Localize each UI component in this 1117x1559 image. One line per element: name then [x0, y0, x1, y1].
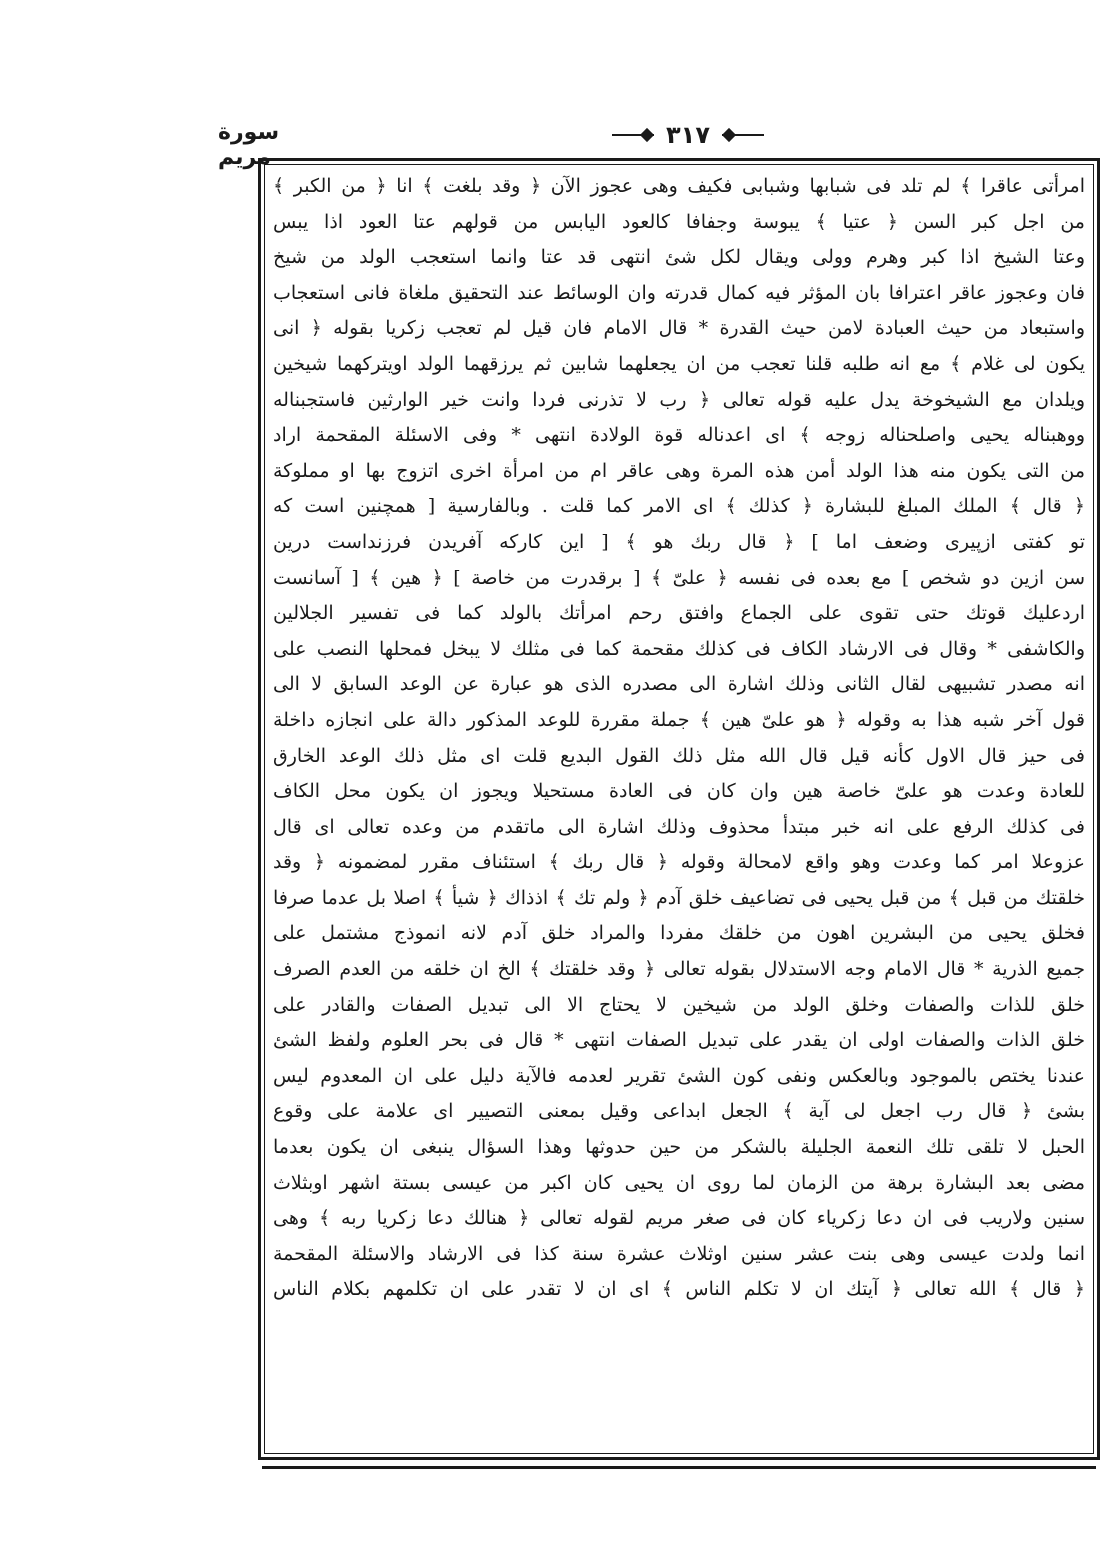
text-line: فى كذلك الرفع على انه خبر مبتدأ محذوف وذلك اشارة الى ماتقدم من وعده تعالى اى قال — [273, 815, 1085, 838]
text-line: خلقتك من قبل ﴾ من قبل يحيى فى تضاعيف خلق آدم ﴿ ولم تك ﴾ اذذاك ﴿ شيأ ﴾ اصلا بل عدما صرفا — [273, 886, 1085, 909]
text-line: فى حيز قال الاول كأنه قيل قال الله مثل ذلك القول البديع قلت اى مثل ذلك الوعد الخارق — [273, 744, 1085, 767]
text-line: ﴿ قال ﴾ الملك المبلغ للبشارة ﴿ كذلك ﴾ اى الامر كما قلت . وبالفارسية [ همچنين است كه — [273, 495, 1085, 518]
text-line: فخلق يحيى من البشرين اهون من خلقك مفردا والمراد خلق آدم لانه انموذج مشتمل على — [273, 922, 1085, 945]
page-header — [218, 118, 1100, 170]
text-line: والكاشفى * وقال فى الارشاد الكاف فى كذلك مقحمة كما فى مثلك لا يبخل فمحلها النصب على — [273, 637, 1085, 660]
text-line: ويلدان مع الشيخوخة يدل عليه قوله تعالى ﴿ رب لا تذرنى فردا وانت خير الوارثين فاستجبناله — [273, 388, 1085, 411]
text-line: انما ولدت عيسى وهى بنت عشر سنين اوثلاث عشرة سنة كذا فى الارشاد والاسئلة المقحمة — [273, 1242, 1085, 1265]
text-line: ووهبناله يحيى واصلحناله زوجه ﴾ اى اعدناله قوة الولادة انتهى * وفى الاسئلة المقحمة اراد — [273, 424, 1085, 447]
page-number-text: ٣١٧ — [666, 121, 710, 149]
bottom-rule — [262, 1466, 1096, 1469]
text-line: سن ازين دو شخص ] مع بعده فى نفسه ﴿ علىّ ﴾ [ برقدرت من خاصة ] ﴿ هين ﴾ [ آسانست — [273, 566, 1085, 589]
text-line: عزوعلا امر كما وعدت وهو واقع لامحالة وقوله ﴿ قال ربك ﴾ استئناف مقرر لمضمونه ﴿ وقد — [273, 851, 1085, 874]
text-body — [273, 169, 1085, 1308]
text-line: وعتا الشيخ اذا كبر وهرم وولى ويقال لكل شئ انتهى قد عتا وانما استعجب الولد من شيخ — [273, 246, 1085, 269]
text-line: انه مصدر تشبيهى لقال الثانى وذلك اشارة الى مصدره الذى هو عبارة عن الوعد السابق لا الى — [273, 673, 1085, 696]
text-line: للعادة وعدت هو علىّ خاصة هين وان كان فى العادة مستحيلا ويجوز ان يكون محل الكاف — [273, 780, 1085, 803]
ornament-right-icon — [722, 130, 764, 140]
text-line: ﴿ قال ﴾ الله تعالى ﴿ آيتك ان لا تكلم الناس ﴾ اى ان لا تقدر على ان تكلمهم بكلام الناس — [273, 1278, 1085, 1301]
text-line: خلق للذات والصفات وخلق الولد من شيخين لا يحتاج الا الى تبديل الصفات والقادر على — [273, 993, 1085, 1016]
text-line: امرأتى عاقرا ﴾ لم تلد فى شبابها وشبابى فكيف وهى عجوز الآن ﴿ وقد بلغت ﴾ انا ﴿ من الكبر ﴾ — [273, 175, 1085, 197]
text-line: الحبل لا تلقى تلك النعمة الجليلة بالشكر من حين حدوثها وهذا السؤال ينبغى ان يكون بعدما — [273, 1136, 1085, 1159]
text-line: فان وعجوز عاقر اعترافا بان المؤثر فيه كمال قدرته وان الوسائط عند التحقيق ملغاة فانى استعجاب — [273, 281, 1085, 304]
surah-name: سورة مريم — [218, 120, 280, 170]
text-line: خلق الذات والصفات اولى ان يقدر على تبديل الصفات انتهى * قال فى بحر العلوم ولفظ الشئ — [273, 1029, 1085, 1052]
text-line: اردعليك قوتك حتى تقوى على الجماع وافتق رحم امرأتك بالولد كما فى تفسير الجلالين — [273, 602, 1085, 625]
text-line: بشئ ﴿ قال رب اجعل لى آية ﴾ الجعل ابداعى وقيل بمعنى التصيير اى علامة على وقوع — [273, 1100, 1085, 1123]
text-frame — [258, 158, 1100, 1460]
text-line: مضى بعد البشارة برهة من الزمان لما روى ان يحيى كان اكبر من عيسى بستة اشهر اوبثلاث — [273, 1171, 1085, 1194]
page-number — [558, 120, 818, 150]
text-line: واستبعاد من حيث العبادة لامن حيث القدرة * قال الامام فان قيل لم تعجب زكريا بقوله ﴿ انى — [273, 317, 1085, 340]
ornament-left-icon — [612, 130, 654, 140]
text-line: من التى يكون منه هذا الولد أمن هذه المرة وهى عاقر ام من امرأة اخرى اتزوج بها او مملوكة — [273, 459, 1085, 482]
text-line: جميع الذرية * قال الامام وجه الاستدلال بقوله تعالى ﴿ وقد خلقتك ﴾ الخ ان خلقه من العدم الصرف — [273, 958, 1085, 981]
text-line: قول آخر شبه هذا به وقوله ﴿ هو علىّ هين ﴾ جملة مقررة للوعد المذكور دالة على انجازه داخلة — [273, 708, 1085, 731]
text-line: عندنا يختص بالموجود وبالعكس ونفى كون الشئ تقرير لعدمه فالآية دليل على ان المعدوم ليس — [273, 1064, 1085, 1087]
text-line: من اجل كبر السن ﴿ عتيا ﴾ يبوسة وجفافا كالعود اليابس من قولهم عتا العود اذا يبس — [273, 210, 1085, 233]
text-line: تو كفتى ازپيرى وضعف اما ] ﴿ قال ربك هو ﴾ [ اين كاركه آفريدن فرزنداست درين — [273, 530, 1085, 553]
text-line: يكون لى غلام ﴾ مع انه طلبه قلنا تعجب من ان يجعلهما شابين ثم يرزقهما الولد اويتركهما شيخين — [273, 352, 1085, 375]
text-line: سنين ولاريب فى ان دعا زكرياء كان فى صغر مريم لقوله تعالى ﴿ هنالك دعا زكريا ربه ﴾ وهى — [273, 1207, 1085, 1230]
